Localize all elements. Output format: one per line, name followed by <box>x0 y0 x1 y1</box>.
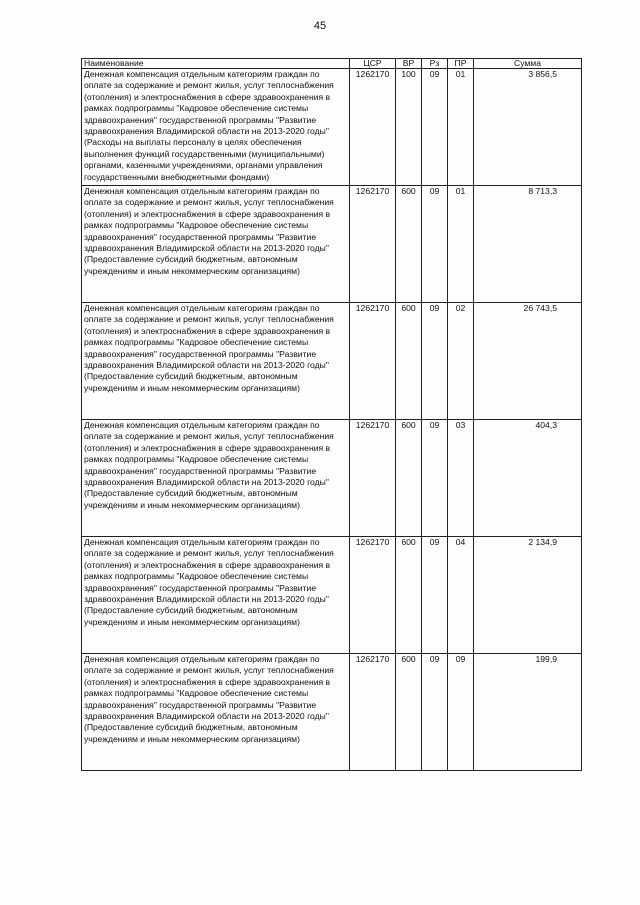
cell-name: Денежная компенсация отдельным категориям граждан по оплате за содержание и ремонт жилья, услуг теплоснабжения (отопления) и электроснабжения в сфере здравоохранения в рамках подпрограммы "Кадровое обеспечение системы здравоохранения" государственной программы "Развитие здравоохранения Владимирской области на 2013-2020 годы" (Предоставление субсидий бюджетным, автономным учреждениям и иным некоммерческим организациям) <box>82 420 350 537</box>
table-row <box>82 303 582 420</box>
cell-rz: 09 <box>422 303 448 420</box>
cell-rz: 09 <box>422 537 448 654</box>
cell-sum: 3 856,5 <box>474 69 582 186</box>
header-sum: Сумма <box>474 59 582 69</box>
header-pr: ПР <box>448 59 474 69</box>
table-row <box>82 420 582 537</box>
cell-vr: 600 <box>396 420 422 537</box>
table-row <box>82 654 582 771</box>
cell-rz: 09 <box>422 654 448 771</box>
table-row <box>82 186 582 303</box>
cell-name: Денежная компенсация отдельным категориям граждан по оплате за содержание и ремонт жилья, услуг теплоснабжения (отопления) и электроснабжения в сфере здравоохранения в рамках подпрограммы "Кадровое обеспечение системы здравоохранения" государственной программы "Развитие здравоохранения Владимирской области на 2013-2020 годы" (Предоставление субсидий бюджетным, автономным учреждениям и иным некоммерческим организациям) <box>82 654 350 771</box>
cell-name: Денежная компенсация отдельным категориям граждан по оплате за содержание и ремонт жилья, услуг теплоснабжения (отопления) и электроснабжения в сфере здравоохранения в рамках подпрограммы "Кадровое обеспечение системы здравоохранения" государственной программы "Развитие здравоохранения Владимирской области на 2013-2020 годы" (Предоставление субсидий бюджетным, автономным учреждениям и иным некоммерческим организациям) <box>82 537 350 654</box>
cell-vr: 600 <box>396 537 422 654</box>
cell-vr: 600 <box>396 186 422 303</box>
cell-rz: 09 <box>422 69 448 186</box>
cell-vr: 600 <box>396 654 422 771</box>
header-name: Наименование <box>82 59 350 69</box>
table-row <box>82 69 582 186</box>
cell-name: Денежная компенсация отдельным категориям граждан по оплате за содержание и ремонт жилья, услуг теплоснабжения (отопления) и электроснабжения в сфере здравоохранения в рамках подпрограммы "Кадровое обеспечение системы здравоохранения" государственной программы "Развитие здравоохранения Владимирской области на 2013-2020 годы" (Предоставление субсидий бюджетным, автономным учреждениям и иным некоммерческим организациям) <box>82 303 350 420</box>
cell-pr: 09 <box>448 654 474 771</box>
table-header-row <box>82 59 582 69</box>
cell-name: Денежная компенсация отдельным категориям граждан по оплате за содержание и ремонт жилья, услуг теплоснабжения (отопления) и электроснабжения в сфере здравоохранения в рамках подпрограммы "Кадровое обеспечение системы здравоохранения" государственной программы "Развитие здравоохранения Владимирской области на 2013-2020 годы" (Расходы на выплаты персоналу в целях обеспечения выполнения функций государственными (муниципальными) органами, казенными учреждениями, органами управления государственными внебюджетными фондами) <box>82 69 350 186</box>
cell-sum: 26 743,5 <box>474 303 582 420</box>
cell-pr: 01 <box>448 186 474 303</box>
cell-csr: 1262170 <box>350 303 396 420</box>
page-number: 45 <box>313 20 327 32</box>
header-csr: ЦСР <box>350 59 396 69</box>
header-rz: Рз <box>422 59 448 69</box>
cell-csr: 1262170 <box>350 420 396 537</box>
cell-csr: 1262170 <box>350 186 396 303</box>
cell-pr: 01 <box>448 69 474 186</box>
cell-csr: 1262170 <box>350 69 396 186</box>
table-row <box>82 537 582 654</box>
cell-rz: 09 <box>422 186 448 303</box>
cell-rz: 09 <box>422 420 448 537</box>
cell-vr: 600 <box>396 303 422 420</box>
budget-table <box>81 58 582 771</box>
cell-name: Денежная компенсация отдельным категориям граждан по оплате за содержание и ремонт жилья, услуг теплоснабжения (отопления) и электроснабжения в сфере здравоохранения в рамках подпрограммы "Кадровое обеспечение системы здравоохранения" государственной программы "Развитие здравоохранения Владимирской области на 2013-2020 годы" (Предоставление субсидий бюджетным, автономным учреждениям и иным некоммерческим организациям) <box>82 186 350 303</box>
cell-sum: 8 713,3 <box>474 186 582 303</box>
cell-pr: 04 <box>448 537 474 654</box>
cell-sum: 199,9 <box>474 654 582 771</box>
cell-sum: 404,3 <box>474 420 582 537</box>
cell-pr: 03 <box>448 420 474 537</box>
cell-csr: 1262170 <box>350 654 396 771</box>
cell-sum: 2 134,9 <box>474 537 582 654</box>
header-vr: ВР <box>396 59 422 69</box>
cell-vr: 100 <box>396 69 422 186</box>
cell-csr: 1262170 <box>350 537 396 654</box>
cell-pr: 02 <box>448 303 474 420</box>
